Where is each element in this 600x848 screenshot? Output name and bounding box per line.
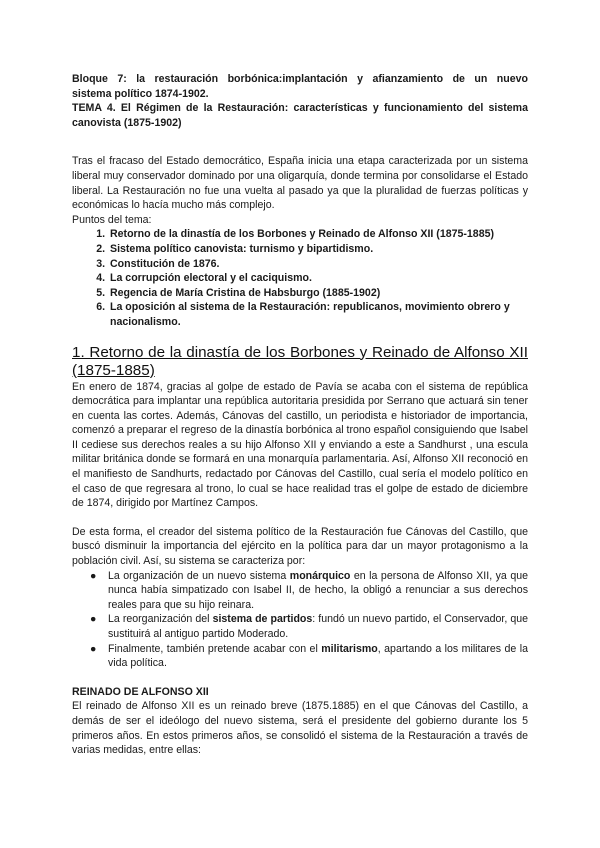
block-title-line2: sistema político 1874-1902.: [72, 87, 209, 100]
tema-title-line2: canovista (1875-1902): [72, 116, 182, 129]
list-item: 5. Regencia de María Cristina de Habsburgo (1885-1902): [108, 286, 528, 301]
section1-heading: 1. Retorno de la dinastía de los Borbones y Reinado de Alfonso XII (1875-1885): [72, 343, 528, 379]
list-item: 1. Retorno de la dinastía de los Borbones y Reinado de Alfonso XII (1875-1885): [108, 227, 528, 242]
bold-term: militarismo: [321, 642, 378, 655]
list-item: 6. La oposición al sistema de la Restauración: republicanos, movimiento obrero y nacionalismo.: [108, 300, 528, 329]
points-label: Puntos del tema:: [72, 213, 152, 226]
reinado-heading: REINADO DE ALFONSO XII: [72, 685, 209, 698]
section1-paragraph1: En enero de 1874, gracias al golpe de estado de Pavía se acaba con el sistema de república democrática para implantar una república autoritaria presidida por Serrano que actuará sin tener en cuenta las cortes. Además, Cánovas del castillo, un periodista e historiador de importancia, comenzó a preparar el regreso de la dinastía borbónica al trono español consiguiendo que Isabel II cediese sus derechos reales a su hijo Alfonso XII y enviando a este a Sandhurst , una escula militar británica donde se formará en una monarquía parlamentaria. Así, Alfonso XII reconoció en el manifiesto de Sandhurts, redactado por Cánovas del Castillo, cual sería el modelo político en el caso de que regresara al trono, lo cual se hace realidad tras el golpe de estado de diciembre de 1874, dirigido por Martínez Campos.: [72, 380, 528, 510]
tema-title-line1: TEMA 4. El Régimen de la Restauración: características y funcionamiento del sistema: [72, 102, 528, 115]
bold-term: sistema de partidos: [212, 613, 313, 626]
intro-paragraph: Tras el fracaso del Estado democrático, España inicia una etapa caracterizada por un sistema liberal muy conservador dominado por una oligarquía, donde termina por consolidarse el Estado liberal. La Restauración no fue una vuelta al pasado ya que la pluralidad de fuerzas políticas y económicas lo hacía mucho más complejo.: [72, 155, 528, 212]
bullet-icon: ●: [90, 613, 97, 626]
points-list: [72, 227, 528, 329]
block-title-line1: Bloque 7: la restauración borbónica:implantación y afianzamiento de un nuevo: [72, 73, 528, 85]
list-item: 4. La corrupción electoral y el caciquismo.: [108, 271, 528, 286]
reinado-paragraph: El reinado de Alfonso XII es un reinado breve (1875.1885) en el que Cánovas del Castillo, a demás de ser el ideólogo del nuevo sistema, será el presidente del gobierno durante los 5 primeros años. En estos primeros años, se consolidó el sistema de la Restauración a través de varias medidas, entre ellas:: [72, 700, 528, 757]
bullet-icon: ●: [90, 642, 97, 655]
bullet-icon: ●: [90, 569, 97, 582]
section1-paragraph2: De esta forma, el creador del sistema político de la Restauración fue Cánovas del Castillo, que buscó disminuir la importancia del ejército en la política para dar un mayor protagonismo a la población civil. Así, su sistema se caracteriza por:: [72, 525, 528, 568]
list-item: ● Finalmente, también pretende acabar con el militarismo, apartando a los militares de la vida política.: [90, 642, 528, 670]
list-item: 3. Constitución de 1876.: [108, 257, 528, 272]
bold-term: monárquico: [289, 569, 351, 582]
characteristics-list: [72, 569, 528, 671]
list-item: ● La reorganización del sistema de partidos: fundó un nuevo partido, el Conservador, que sustituirá al antiguo partido Moderado.: [90, 613, 528, 640]
list-item: 2. Sistema político canovista: turnismo y bipartidismo.: [108, 242, 528, 257]
list-item: ● La organización de un nuevo sistema monárquico en la persona de Alfonso XII, ya que nunca había simpatizado con Isabel II, de hecho, la obligó a renunciar a sus derechos reales para que su hijo reinara.: [90, 569, 528, 611]
block-title: [72, 72, 528, 130]
